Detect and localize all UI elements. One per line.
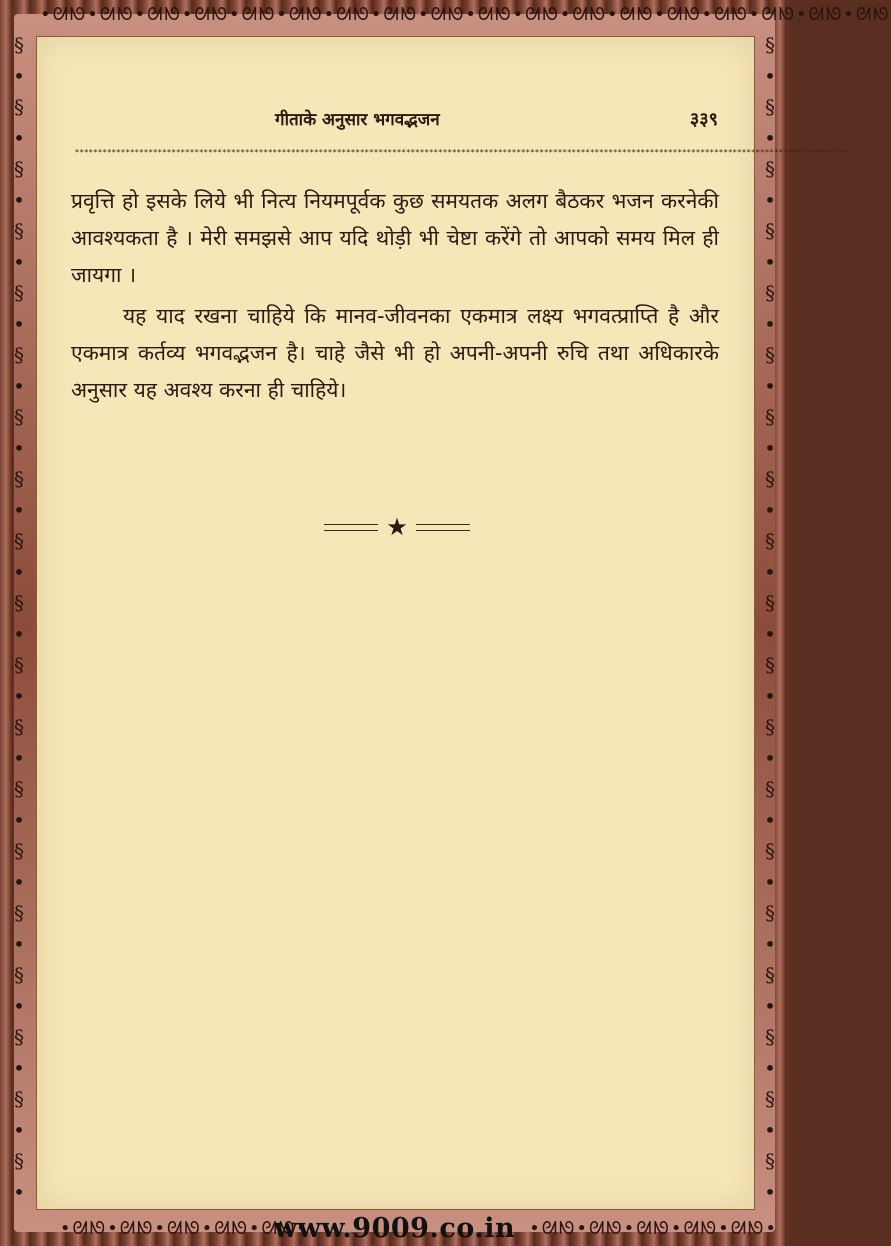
asterisk-rule: ************************************************************************************************************************************************************************ xyxy=(75,148,848,157)
page-number: ३३९ xyxy=(689,109,718,130)
footer-left-swirls: •ᘛᘚ•ᘛᘚ•ᘛᘚ•ᘛᘚ•ᘛᘚ• xyxy=(59,1217,309,1239)
star-icon: ★ xyxy=(386,513,408,541)
body-text xyxy=(71,183,719,409)
left-swirl-border: § • § • § • § • § • § • § • § • § • § • § • § • § • § • § • § • § • § • § • xyxy=(13,33,25,1204)
ornament-right-bar xyxy=(416,524,470,531)
running-head xyxy=(37,107,754,137)
book-page xyxy=(36,36,848,1210)
footer-right-swirls: •ᘛᘚ•ᘛᘚ•ᘛᘚ•ᘛᘚ•ᘛᘚ• xyxy=(529,1217,778,1239)
website-url[interactable]: www.9009.co.in xyxy=(273,1212,516,1244)
section-end-ornament xyxy=(319,515,475,539)
chapter-title: गीताके अनुसार भगवद्भजन xyxy=(275,110,440,130)
ornament-left-bar xyxy=(324,524,378,531)
top-swirl-border: •ᘛᘚ•ᘛᘚ•ᘛᘚ•ᘛᘚ•ᘛᘚ•ᘛᘚ•ᘛᘚ•ᘛᘚ•ᘛᘚ•ᘛᘚ•ᘛᘚ•ᘛᘚ•ᘛᘚ•ᘛᘚ•ᘛᘚ•ᘛᘚ•ᘛᘚ•ᘛᘚ xyxy=(40,4,891,25)
footer xyxy=(0,1210,789,1246)
paragraph-2: यह याद रखना चाहिये कि मानव-जीवनका एकमात्र लक्ष्य भगवत्प्राप्ति है और एकमात्र कर्तव्य भगवद्भजन है। चाहे जैसे भी हो अपनी-अपनी रुचि तथा अधिकारके अनुसार यह अवश्य करना ही चाहिये। xyxy=(71,304,719,402)
paragraph-1: प्रवृत्ति हो इसके लिये भी नित्य नियमपूर्वक कुछ समयतक अलग बैठकर भजन करनेकी आवश्यकता है । मेरी समझसे आप यदि थोड़ी भी चेष्टा करेंगे तो आपको समय मिल ही जायगा । xyxy=(71,189,719,287)
right-swirl-border: § • § • § • § • § • § • § • § • § • § • § • § • § • § • § • § • § • § • § • xyxy=(764,33,776,1204)
